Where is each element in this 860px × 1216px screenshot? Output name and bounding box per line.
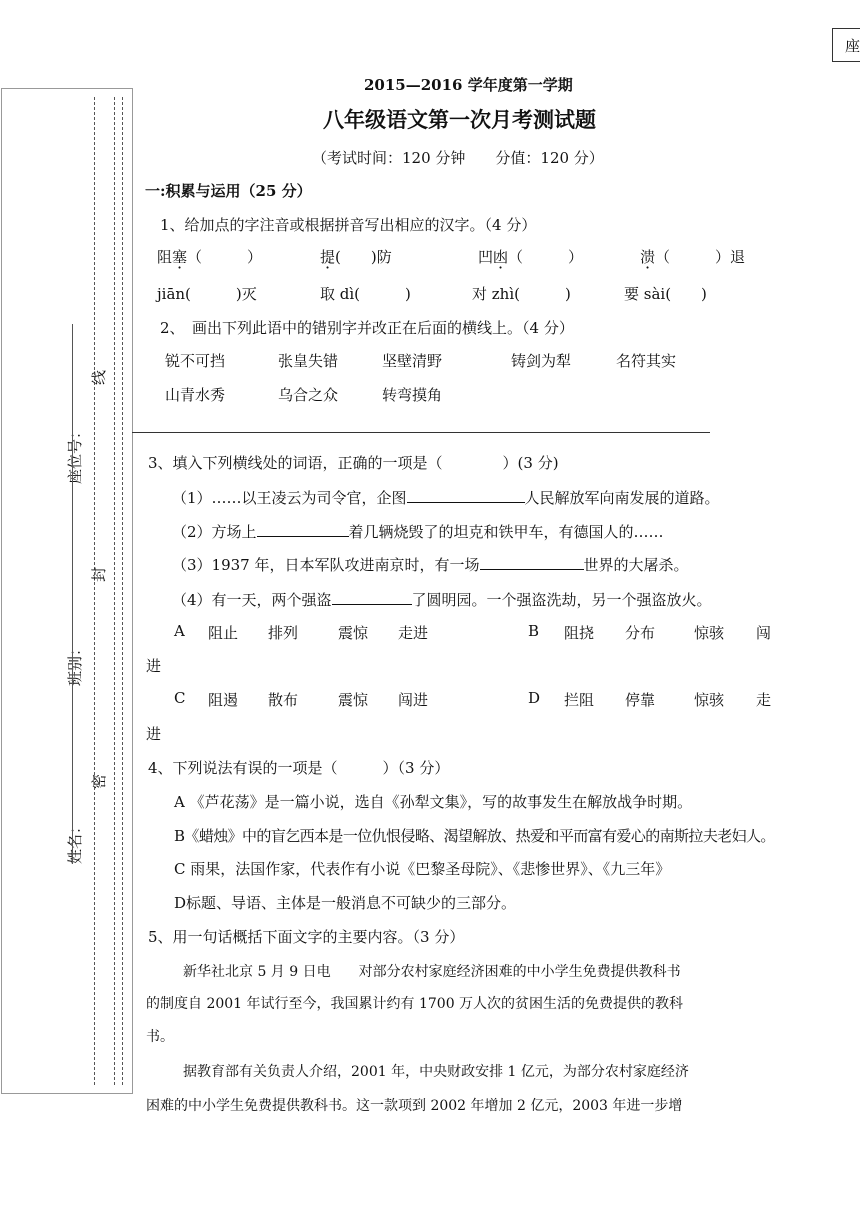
name-label: 姓名： <box>66 818 84 864</box>
q3-option-b-letter: B <box>528 622 540 640</box>
q3-option-wrap: 进 <box>146 657 162 675</box>
q3-option-word: 走 <box>756 691 772 709</box>
q3-option-word: 惊骇 <box>694 691 725 709</box>
passage-line: 书。 <box>146 1029 174 1045</box>
mi-seal-label: 密 <box>90 773 108 789</box>
seat-label: 座位号： <box>66 423 84 484</box>
q2-word: 张皇失错 <box>278 352 339 370</box>
feng-seal-label: 封 <box>90 566 108 582</box>
q3-option-word: 震惊 <box>338 624 369 642</box>
seat-number-box <box>832 28 860 62</box>
xian-seal-label: 线 <box>90 369 108 385</box>
q2-word: 乌合之众 <box>278 386 339 404</box>
q2-word: 山青水秀 <box>165 386 226 404</box>
q3-option-word: 分布 <box>625 624 656 642</box>
q3-option-word: 散布 <box>268 691 299 709</box>
answer-blank[interactable] <box>257 522 349 537</box>
q1-item-7: 对 zhì( ) <box>472 285 571 303</box>
exam-info: （考试时间：120 分钟 分值：120 分） <box>312 149 604 167</box>
q1-item-6: 取 dì( ) <box>320 285 411 303</box>
q3-option-word: 闯进 <box>398 691 429 709</box>
q4-option-b: B《蜡烛》中的盲乞西本是一位仇恨侵略、渴望解放、热爱和平而富有爱心的南斯拉夫老妇人。 <box>174 827 775 845</box>
q3-option-wrap: 进 <box>146 725 162 743</box>
answer-blank[interactable] <box>332 590 412 605</box>
q2-word: 铸剑为犁 <box>511 352 572 370</box>
q3-option-word: 闯 <box>756 624 772 642</box>
section-1-heading: 一:积累与运用（25 分） <box>145 182 312 200</box>
q1-stem: 1、给加点的字注音或根据拼音写出相应的汉字。（4 分） <box>160 216 537 234</box>
q3-sentence-3: （3）1937 年，日本军队攻进南京时，有一场 世界的大屠杀。 <box>172 556 689 574</box>
q2-word: 锐不可挡 <box>165 352 226 370</box>
class-label: 班别： <box>66 640 84 686</box>
q3-sentence-2: （2）方场上 着几辆烧毁了的坦克和铁甲车，有德国人的…… <box>172 523 664 541</box>
seat-corner-label: 座 <box>845 37 860 55</box>
name-class-line <box>72 324 74 864</box>
q3-option-word: 走进 <box>398 624 429 642</box>
q5-stem: 5、用一句话概括下面文字的主要内容。（3 分） <box>148 928 465 946</box>
q1-item-4: 溃（ ）退 <box>640 248 746 266</box>
q4-option-d: D标题、导语、主体是一般消息不可缺少的三部分。 <box>174 894 517 912</box>
q4-stem: 4、下列说法有误的一项是（ ）（3 分） <box>148 759 450 777</box>
answer-blank[interactable] <box>407 488 525 503</box>
q3-sentence-4: （4）有一天，两个强盗 了圆明园。一个强盗洗劫，另一个强盗放火。 <box>172 591 712 609</box>
q3-option-word: 拦阻 <box>564 691 595 709</box>
q3-option-word: 惊骇 <box>694 624 725 642</box>
passage-line: 的制度自 2001 年试行至今，我国累计约有 1700 万人次的贫困生活的免费提供的教科 <box>146 996 684 1012</box>
q3-option-d-letter: D <box>528 689 541 707</box>
passage-line: 据教育部有关负责人介绍，2001 年，中央财政安排 1 亿元，为部分农村家庭经济 <box>183 1064 689 1080</box>
q4-option-a: A 《芦花荡》是一篇小说，选自《孙犁文集》，写的故事发生在解放战争时期。 <box>174 793 693 811</box>
passage-line: 困难的中小学生免费提供教科书。这一款项到 2002 年增加 2 亿元，2003 年进一步增 <box>146 1098 683 1114</box>
year-line: 2015—2016 学年度第一学期 <box>364 76 573 94</box>
q3-option-c-letter: C <box>174 689 186 707</box>
exam-title: 八年级语文第一次月考测试题 <box>323 107 596 132</box>
q3-option-a-letter: A <box>174 622 185 640</box>
dashed-line-3 <box>122 97 123 1085</box>
dashed-line-1 <box>94 97 95 1085</box>
divider-line <box>132 432 710 433</box>
q3-option-word: 阻挠 <box>564 624 595 642</box>
q3-option-word: 停靠 <box>625 691 656 709</box>
q1-item-1: 阻塞（ ） <box>157 248 263 266</box>
q3-stem: 3、填入下列横线处的词语，正确的一项是（ ）(3 分) <box>148 454 559 472</box>
q2-stem: 2、 画出下列此语中的错别字并改正在后面的横线上。（4 分） <box>160 319 574 337</box>
q3-option-word: 排列 <box>268 624 299 642</box>
q1-item-5: jiān( )灭 <box>157 285 257 303</box>
dashed-line-2 <box>114 97 115 1085</box>
q3-option-word: 震惊 <box>338 691 369 709</box>
q1-item-8: 要 sài( ) <box>624 285 707 303</box>
q2-word: 转弯摸角 <box>382 386 443 404</box>
q3-option-word: 阻遏 <box>208 691 239 709</box>
passage-line: 新华社北京 5 月 9 日电 对部分农村家庭经济困难的中小学生免费提供教科书 <box>183 964 681 980</box>
q3-sentence-1: （1）……以王凌云为司令官，企图 人民解放军向南发展的道路。 <box>172 489 720 507</box>
answer-blank[interactable] <box>480 555 584 570</box>
q2-word: 名符其实 <box>616 352 677 370</box>
q4-option-c: C 雨果，法国作家，代表作有小说《巴黎圣母院》、《悲惨世界》、《九三年》 <box>174 860 671 878</box>
q2-word: 坚壁清野 <box>382 352 443 370</box>
q3-option-word: 阻止 <box>208 624 239 642</box>
q1-item-3: 凹凼（ ） <box>478 248 584 266</box>
binding-margin <box>1 88 133 1094</box>
q1-item-2: 提( )防 <box>320 248 392 266</box>
